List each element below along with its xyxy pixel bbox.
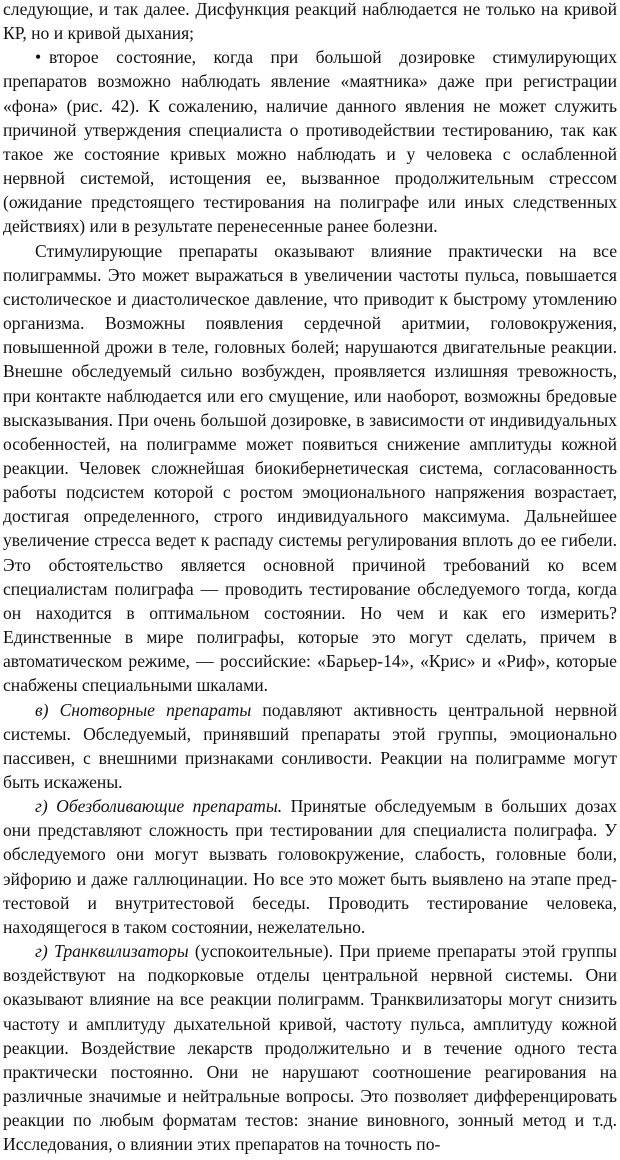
bullet-paragraph — [3, 45, 617, 238]
paragraph-stimulants — [3, 239, 617, 698]
paragraph-lead-italic: г) Транквилизаторы — [35, 941, 189, 962]
paragraph-text: следующие, и так далее. Дисфункция реакций наблюдается не только на кривой КР, но и кривой дыхания; — [3, 0, 617, 44]
paragraph-text: подавляют активность центральной нервной системы. Обследуемый, принявший препараты этой группы, эмоционально пассивен, с внешними признаками сонливости. Реакции на полиграмме могут быть искажены. — [3, 699, 617, 792]
bullet-icon: • — [35, 47, 42, 68]
paragraph-continuation — [3, 0, 617, 45]
paragraph-painkillers — [3, 794, 617, 939]
paragraph-text: (успокоительные). При приеме препараты этой группы воздействуют на подкорковые отделы центральной нервной системы. Они оказывают влияние на все реакции полиграмм. Транквилизаторы могут снизить частоту и амплитуду дыхательной кривой, частоту пульса, амплитуду кожной реакции. Воздействие лекарств продолжительно и в течение одного теста практически постоянно. Они не нарушают соотношение реагирования на различные значимые и нейтральные вопросы. Это позволяет дифференцировать реакции по любым форматам тестов: знание виновного, зонный метод и т.д. Исследования, о влиянии этих препаратов на точность по- — [3, 941, 617, 1155]
paragraph-sleeping-pills — [3, 698, 617, 795]
paragraph-text: второе состояние, когда при большой дозировке стимулирующих препаратов возможно наблюдать явление «маятника» даже при регистрации «фона» (рис. 42). К сожалению, наличие данного явления не может служить причиной утверждения специалиста о противодействии тестированию, так как такое же состояние кривых можно наблюдать и у человека с ослабленной нервной системой, истощения ее, вызванное продолжительным стрессом (ожидание предстоящего тестирования на полиграфе или иных следственных действиях) или в результате перенесенные ранее болезни. — [3, 47, 617, 237]
paragraph-lead-italic: в) Снотворные препараты — [35, 699, 252, 720]
paragraph-text: Принятые обследуемым в больших дозах они представляют сложность при тестировании для специалиста полиграфа. У обследуемого они могут вызвать головокружение, слабость, головные боли, эйфорию и даже галлюцинации. Но все это может быть выявлено на этапе пред-тестовой и внутритестовой беседы. Проводить тестирование человека, находящегося в таком состоянии, нежелательно. — [3, 796, 617, 937]
paragraph-lead-italic: г) Обезболивающие препараты. — [35, 796, 283, 817]
paragraph-text: Стимулирующие препараты оказывают влияние практически на все полиграммы. Это может выражаться в увеличении частоты пульса, повышается систолическое и диастолическое давление, что приводит к быстрому утомлению организма. Возможны появления сердечной аритмии, головокружения, повышенной дрожи в теле, головных болей; нарушаются двигательные реакции. Внешне обследуемый сильно возбужден, проявляется излишняя тревожность, при контакте наблюдается или его смущение, или наоборот, возможны бредовые высказывания. При очень большой дозировке, в зависимости от индивидуальных особенностей, на полиграмме может появиться снижение амплитуды кожной реакции. Человек сложнейшая биокибернетическая система, согласованность работы подсистем которой с ростом эмоционального напряжения возрастает, достигая определенного, строго индивидуального максимума. Дальнейшее увеличение стресса ведет к распаду системы регулирования вплоть до ее гибели. Это обстоятельство является основной причиной требований ко всем специалистам полиграфа — проводить тестирование обследуемого тогда, когда он находится в оптимальном состоянии. Но чем и как его измерить? Единственные в мире полиграфы, которые это могут сделать, причем в автоматическом режиме, — российские: «Барьер-14», «Крис» и «Риф», которые снабжены специальными шкалами. — [3, 240, 617, 696]
paragraph-tranquilizers — [3, 939, 617, 1156]
